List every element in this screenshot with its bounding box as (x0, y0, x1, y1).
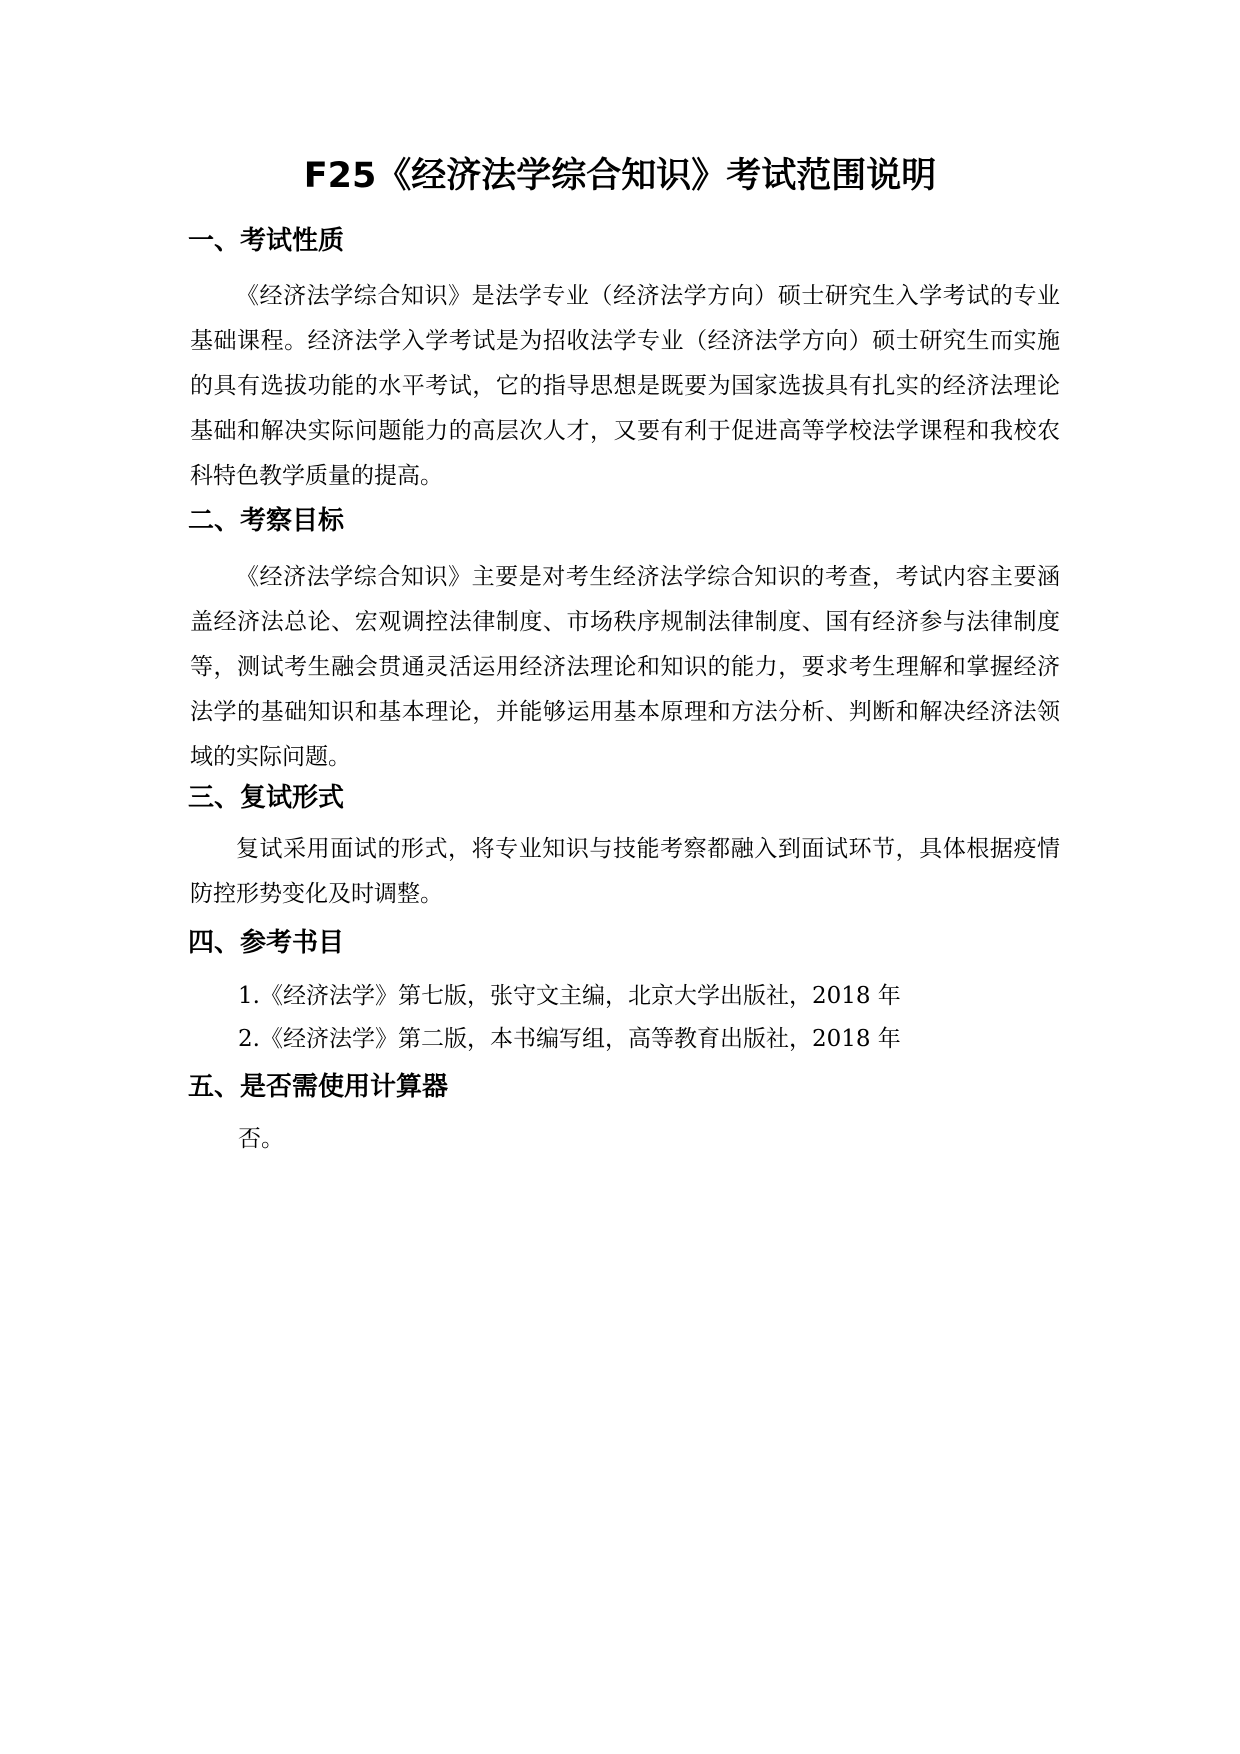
section-heading-calculator: 五、是否需使用计算器 (188, 1072, 449, 1102)
section-heading-references: 四、参考书目 (188, 928, 345, 958)
section-paragraph-retest-format: 复试采用面试的形式，将专业知识与技能考察都融入到面试环节，具体根据疫情防控形势变化及时调整。 (190, 836, 1060, 907)
calculator-answer: 否。 (238, 1126, 284, 1152)
section-heading-nature: 一、考试性质 (188, 226, 345, 256)
section-heading-retest-format: 三、复试形式 (188, 783, 345, 813)
section-heading-objectives: 二、考察目标 (188, 506, 345, 536)
section-paragraph-objectives: 《经济法学综合知识》主要是对考生经济法学综合知识的考查，考试内容主要涵盖经济法总论、宏观调控法律制度、市场秩序规制法律制度、国有经济参与法律制度等，测试考生融会贯通灵活运用经济法理论和知识的能力，要求考生理解和掌握经济法学的基础知识和基本理论，并能够运用基本原理和方法分析、判断和解决经济法领域的实际问题。 (190, 564, 1060, 770)
document-title: F25《经济法学综合知识》考试范围说明 (303, 156, 937, 196)
section-paragraph-nature: 《经济法学综合知识》是法学专业（经济法学方向）硕士研究生入学考试的专业基础课程。经济法学入学考试是为招收法学专业（经济法学方向）硕士研究生而实施的具有选拔功能的水平考试，它的指导思想是既要为国家选拔具有扎实的经济法理论基础和解决实际问题能力的高层次人才，又要有利于促进高等学校法学课程和我校农科特色教学质量的提高。 (190, 283, 1060, 489)
reference-item: 1.《经济法学》第七版，张守文主编，北京大学出版社，2018 年 (238, 983, 901, 1009)
reference-item: 2.《经济法学》第二版，本书编写组，高等教育出版社，2018 年 (238, 1026, 901, 1052)
